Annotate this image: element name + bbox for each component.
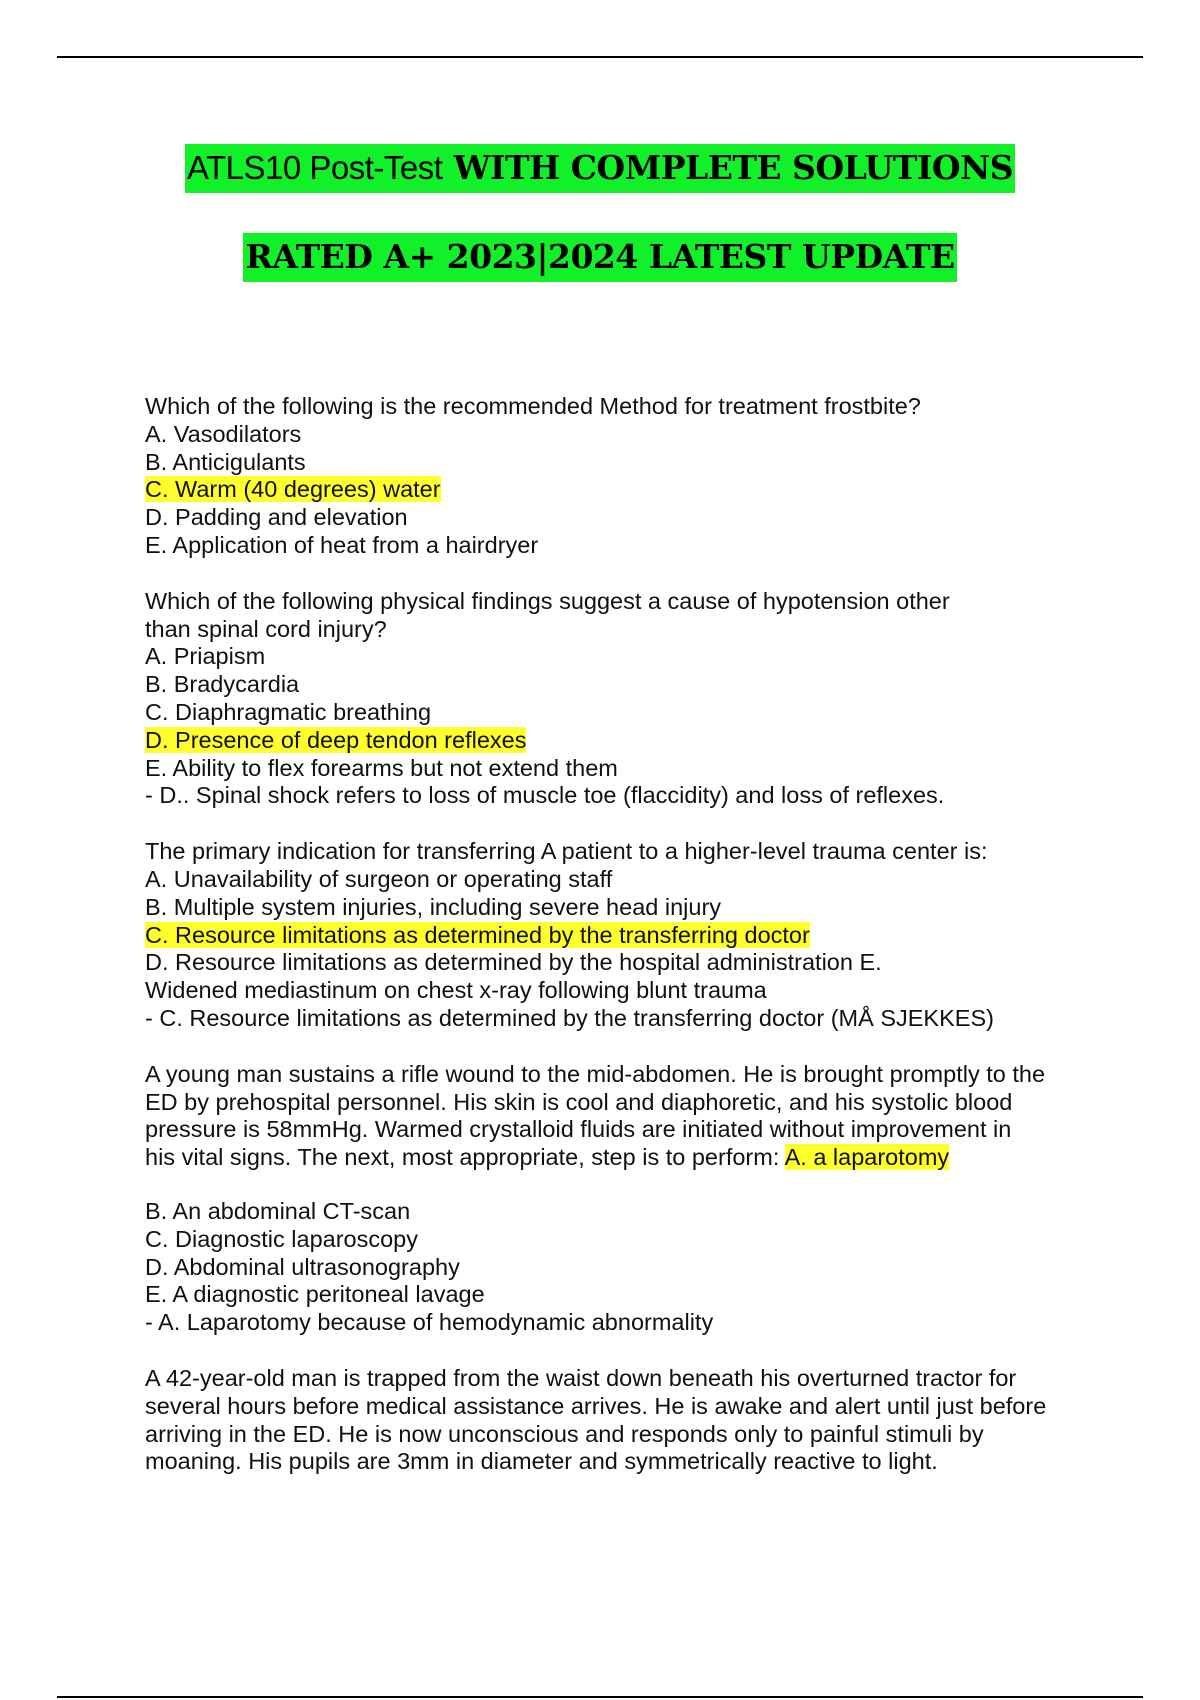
question-text-line-1: A young man sustains a rifle wound to the mid-abdomen. He is brought promptly to the [145,1060,1046,1087]
question-block-5 [145,1365,1105,1476]
option-e: E. Ability to flex forearms but not extend them [145,754,618,781]
question-text-line-1: A 42-year-old man is trapped from the waist down beneath his overturned tractor for [145,1364,1017,1391]
answer-explanation: - C. Resource limitations as determined by the transferring doctor (MÅ SJEKKES) [145,1004,994,1031]
question-text-line-3: arriving in the ED. He is now unconscious and responds only to painful stimuli by [145,1420,984,1447]
option-e: E. A diagnostic peritoneal lavage [145,1281,485,1308]
question-text-line-2: than spinal cord injury? [145,615,387,642]
option-b: B. Bradycardia [145,671,300,698]
title-part-2: WITH COMPLETE SOLUTIONS [442,148,1014,187]
question-text-line-4: his vital signs. The next, most appropriate, step is to perform: [145,1144,785,1171]
option-e: Widened mediastinum on chest x-ray following blunt trauma [145,977,767,1004]
title-part-1: ATLS10 Post-Test [186,149,443,186]
option-d-correct: D. Presence of deep tendon reflexes [145,726,527,753]
option-a: A. Priapism [145,643,266,670]
option-a-correct: A. a laparotomy [784,1144,950,1171]
question-text-line-2: ED by prehospital personnel. His skin is cool and diaphoretic, and his systolic blood [145,1088,1013,1115]
option-d: D. Abdominal ultrasonography [145,1253,460,1280]
option-d: D. Padding and elevation [145,504,408,531]
option-e: E. Application of heat from a hairdryer [145,531,539,558]
option-d: D. Resource limitations as determined by the hospital administration E. [145,949,882,976]
title-highlight-1 [185,144,1015,193]
question-text-line-2: several hours before medical assistance arrives. He is awake and alert until just before [145,1392,1047,1419]
title-line-2 [0,237,1200,276]
question-text: The primary indication for transferring A patient to a higher-level trauma center is: [145,838,988,865]
option-c: C. Diaphragmatic breathing [145,698,432,725]
document-body [145,393,1105,1476]
option-c-correct: C. Resource limitations as determined by the transferring doctor [145,921,810,948]
option-a: A. Unavailability of surgeon or operating staff [145,865,613,892]
question-block-1 [145,393,1105,560]
top-rule [57,56,1143,58]
answer-explanation: - D.. Spinal shock refers to loss of muscle toe (flaccidity) and loss of reflexes. [145,782,945,809]
question-block-4 [145,1061,1105,1337]
question-text-line-3: pressure is 58mmHg. Warmed crystalloid fluids are initiated without improvement in [145,1116,1012,1143]
option-b: B. An abdominal CT-scan [145,1197,411,1224]
bottom-rule [57,1696,1143,1698]
question-text-line-4: moaning. His pupils are 3mm in diameter and symmetrically reactive to light. [145,1448,938,1475]
option-b: B. Multiple system injuries, including severe head injury [145,893,722,920]
title-line-1 [0,148,1200,187]
question-block-3 [145,838,1105,1033]
question-text: Which of the following is the recommended Method for treatment frostbite? [145,393,921,419]
title-highlight-2: RATED A+ 2023|2024 LATEST UPDATE [243,233,956,282]
answer-explanation: - A. Laparotomy because of hemodynamic abnormality [145,1309,714,1336]
option-b: B. Anticigulants [145,448,306,475]
question-block-2 [145,588,1105,810]
option-a: A. Vasodilators [145,420,302,447]
option-c-correct: C. Warm (40 degrees) water [145,476,441,503]
question-text-line-1: Which of the following physical findings suggest a cause of hypotension other [145,587,950,614]
option-c: C. Diagnostic laparoscopy [145,1225,418,1252]
